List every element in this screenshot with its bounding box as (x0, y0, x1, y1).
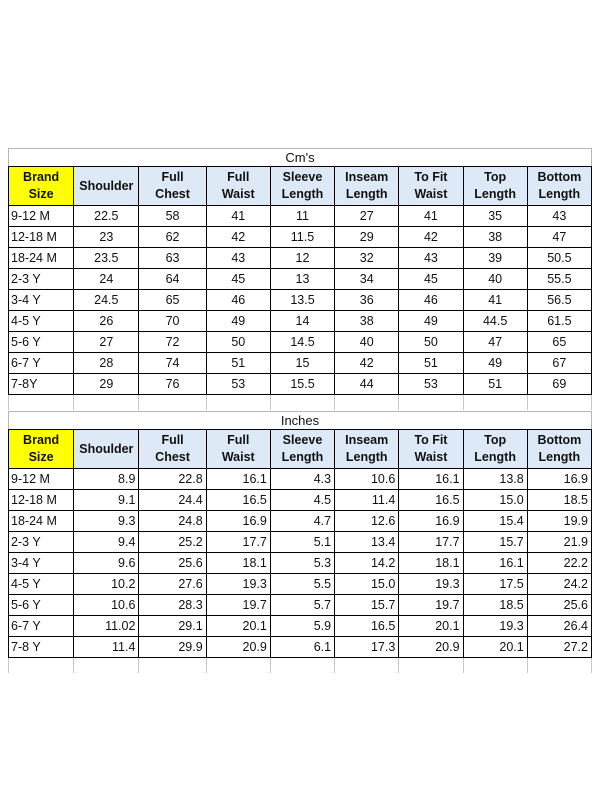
measurement-cell: 9.4 (74, 532, 139, 553)
measurement-cell: 42 (335, 353, 399, 374)
header-row (9, 430, 592, 469)
measurement-cell: 53 (206, 374, 270, 395)
size-cell: 5-6 Y (9, 332, 74, 353)
measurement-cell: 16.1 (463, 553, 527, 574)
header-text: Bottom (537, 433, 582, 447)
measurement-cell: 6.1 (270, 637, 334, 658)
measurement-cell: 51 (206, 353, 270, 374)
measurement-cell: 5.9 (270, 616, 334, 637)
measurement-cell: 46 (399, 290, 463, 311)
measurement-cell: 4.5 (270, 490, 334, 511)
measurement-cell: 49 (206, 311, 270, 332)
measurement-cell: 25.2 (139, 532, 206, 553)
table-row (9, 469, 592, 490)
measurement-cell: 16.9 (399, 511, 463, 532)
measurement-cell: 72 (139, 332, 206, 353)
measurement-cell: 20.1 (206, 616, 270, 637)
measurement-cell: 64 (139, 269, 206, 290)
measurement-cell: 17.3 (335, 637, 399, 658)
table-row (9, 574, 592, 595)
measurement-cell: 61.5 (527, 311, 591, 332)
measurement-cell: 41 (399, 206, 463, 227)
measurement-cell: 35 (463, 206, 527, 227)
size-cell: 4-5 Y (9, 311, 74, 332)
measurement-cell: 29.1 (139, 616, 206, 637)
measurement-cell: 50 (206, 332, 270, 353)
measurement-cell: 26.4 (527, 616, 591, 637)
measurement-cell: 58 (139, 206, 206, 227)
spacer-cell (463, 395, 527, 411)
measurement-cell: 16.5 (206, 490, 270, 511)
measurement-cell: 15.4 (463, 511, 527, 532)
header-text: Full (227, 433, 250, 447)
table-row (9, 553, 592, 574)
measurement-cell: 51 (463, 374, 527, 395)
table-row (9, 511, 592, 532)
spacer-cell (335, 395, 399, 411)
header-text: Size (28, 450, 54, 464)
spacer-cell (206, 395, 270, 411)
column-header (206, 167, 270, 206)
header-text: Waist (414, 450, 448, 464)
measurement-cell: 13.4 (335, 532, 399, 553)
spacer-cell (74, 395, 139, 411)
measurement-cell: 18.5 (463, 595, 527, 616)
header-text: Sleeve (282, 170, 323, 184)
measurement-cell: 5.3 (270, 553, 334, 574)
header-brand-size (9, 167, 74, 206)
spacer-cell (9, 658, 74, 674)
measurement-cell: 21.9 (527, 532, 591, 553)
measurement-cell: 11.02 (74, 616, 139, 637)
measurement-cell: 9.6 (74, 553, 139, 574)
column-header (463, 430, 527, 469)
size-cell: 9-12 M (9, 206, 74, 227)
header-text: Brand (23, 433, 60, 447)
column-header (335, 167, 399, 206)
size-cell: 6-7 Y (9, 353, 74, 374)
table-row (9, 637, 592, 658)
column-header (206, 430, 270, 469)
table-row (9, 311, 592, 332)
measurement-cell: 9.1 (74, 490, 139, 511)
spacer-cell (527, 658, 591, 674)
measurement-cell: 15.0 (335, 574, 399, 595)
header-text: Inseam (345, 433, 389, 447)
column-header (74, 430, 139, 469)
measurement-cell: 11.4 (74, 637, 139, 658)
measurement-cell: 15 (270, 353, 334, 374)
table-row (9, 290, 592, 311)
measurement-cell: 49 (399, 311, 463, 332)
header-text: Length (538, 450, 581, 464)
column-header (270, 167, 334, 206)
header-text: Full (161, 433, 184, 447)
measurement-cell: 24.8 (139, 511, 206, 532)
measurement-cell: 16.9 (527, 469, 591, 490)
measurement-cell: 55.5 (527, 269, 591, 290)
header-text: Length (538, 187, 581, 201)
table-row (9, 248, 592, 269)
size-table-inches (8, 429, 592, 673)
measurement-cell: 16.5 (399, 490, 463, 511)
measurement-cell: 20.1 (463, 637, 527, 658)
measurement-cell: 17.7 (399, 532, 463, 553)
column-header (139, 167, 206, 206)
header-row (9, 167, 592, 206)
measurement-cell: 76 (139, 374, 206, 395)
size-cell: 12-18 M (9, 227, 74, 248)
header-text: Length (345, 450, 388, 464)
measurement-cell: 20.1 (399, 616, 463, 637)
measurement-cell: 43 (399, 248, 463, 269)
header-text: Size (28, 187, 54, 201)
size-cell: 3-4 Y (9, 290, 74, 311)
measurement-cell: 43 (206, 248, 270, 269)
measurement-cell: 49 (463, 353, 527, 374)
header-text: Brand (23, 170, 60, 184)
spacer-cell (139, 658, 206, 674)
table-row (9, 616, 592, 637)
measurement-cell: 27 (74, 332, 139, 353)
measurement-cell: 5.7 (270, 595, 334, 616)
measurement-cell: 14 (270, 311, 334, 332)
measurement-cell: 74 (139, 353, 206, 374)
measurement-cell: 9.3 (74, 511, 139, 532)
header-text: Length (281, 450, 324, 464)
measurement-cell: 27.6 (139, 574, 206, 595)
measurement-cell: 24 (74, 269, 139, 290)
column-header (527, 430, 591, 469)
measurement-cell: 27.2 (527, 637, 591, 658)
table-row (9, 227, 592, 248)
header-text: Length (474, 187, 516, 201)
measurement-cell: 24.5 (74, 290, 139, 311)
table-row (9, 206, 592, 227)
size-cell: 2-3 Y (9, 532, 74, 553)
table-row (9, 353, 592, 374)
measurement-cell: 11.4 (335, 490, 399, 511)
measurement-cell: 10.6 (335, 469, 399, 490)
header-text: To Fit (414, 433, 448, 447)
measurement-cell: 51 (399, 353, 463, 374)
column-header (335, 430, 399, 469)
measurement-cell: 65 (139, 290, 206, 311)
measurement-cell: 16.9 (206, 511, 270, 532)
column-header (270, 430, 334, 469)
measurement-cell: 40 (335, 332, 399, 353)
header-text: Sleeve (282, 433, 323, 447)
measurement-cell: 36 (335, 290, 399, 311)
measurement-cell: 44 (335, 374, 399, 395)
measurement-cell: 20.9 (399, 637, 463, 658)
measurement-cell: 19.3 (463, 616, 527, 637)
size-cell: 2-3 Y (9, 269, 74, 290)
measurement-cell: 5.1 (270, 532, 334, 553)
size-cell: 18-24 M (9, 511, 74, 532)
measurement-cell: 29 (335, 227, 399, 248)
measurement-cell: 11 (270, 206, 334, 227)
size-chart-cm (8, 148, 592, 410)
column-header (139, 430, 206, 469)
measurement-cell: 41 (463, 290, 527, 311)
measurement-cell: 22.2 (527, 553, 591, 574)
measurement-cell: 12.6 (335, 511, 399, 532)
measurement-cell: 50.5 (527, 248, 591, 269)
measurement-cell: 20.9 (206, 637, 270, 658)
table-row (9, 374, 592, 395)
table-row (9, 490, 592, 511)
measurement-cell: 42 (399, 227, 463, 248)
measurement-cell: 28 (74, 353, 139, 374)
size-cell: 3-4 Y (9, 553, 74, 574)
size-cell: 7-8 Y (9, 637, 74, 658)
measurement-cell: 53 (399, 374, 463, 395)
measurement-cell: 39 (463, 248, 527, 269)
spacer-cell (527, 395, 591, 411)
header-text: Full (161, 170, 184, 184)
measurement-cell: 47 (527, 227, 591, 248)
measurement-cell: 25.6 (527, 595, 591, 616)
measurement-cell: 18.5 (527, 490, 591, 511)
measurement-cell: 45 (399, 269, 463, 290)
measurement-cell: 22.8 (139, 469, 206, 490)
spacer-row (9, 395, 592, 411)
header-text: Full (227, 170, 250, 184)
measurement-cell: 24.4 (139, 490, 206, 511)
measurement-cell: 15.5 (270, 374, 334, 395)
measurement-cell: 50 (399, 332, 463, 353)
measurement-cell: 25.6 (139, 553, 206, 574)
measurement-cell: 29 (74, 374, 139, 395)
measurement-cell: 18.1 (206, 553, 270, 574)
measurement-cell: 63 (139, 248, 206, 269)
measurement-cell: 4.7 (270, 511, 334, 532)
header-brand-size (9, 430, 74, 469)
measurement-cell: 19.7 (206, 595, 270, 616)
column-header (74, 167, 139, 206)
header-text: Chest (155, 187, 190, 201)
measurement-cell: 16.1 (206, 469, 270, 490)
measurement-cell: 5.5 (270, 574, 334, 595)
size-cell: 18-24 M (9, 248, 74, 269)
measurement-cell: 47 (463, 332, 527, 353)
measurement-cell: 22.5 (74, 206, 139, 227)
measurement-cell: 14.2 (335, 553, 399, 574)
measurement-cell: 19.3 (399, 574, 463, 595)
header-text: To Fit (414, 170, 448, 184)
spacer-cell (270, 658, 334, 674)
measurement-cell: 23 (74, 227, 139, 248)
measurement-cell: 16.5 (335, 616, 399, 637)
unit-title-inches: Inches (8, 411, 592, 429)
measurement-cell: 32 (335, 248, 399, 269)
table-row (9, 532, 592, 553)
measurement-cell: 13.8 (463, 469, 527, 490)
measurement-cell: 29.9 (139, 637, 206, 658)
measurement-cell: 4.3 (270, 469, 334, 490)
measurement-cell: 23.5 (74, 248, 139, 269)
table-row (9, 332, 592, 353)
spacer-cell (139, 395, 206, 411)
column-header (399, 430, 463, 469)
spacer-cell (74, 658, 139, 674)
measurement-cell: 69 (527, 374, 591, 395)
spacer-row (9, 658, 592, 674)
measurement-cell: 46 (206, 290, 270, 311)
spacer-cell (270, 395, 334, 411)
header-text: Top (484, 433, 507, 447)
header-text: Inseam (345, 170, 389, 184)
spacer-cell (9, 395, 74, 411)
spacer-cell (399, 395, 463, 411)
measurement-cell: 14.5 (270, 332, 334, 353)
measurement-cell: 15.7 (335, 595, 399, 616)
measurement-cell: 11.5 (270, 227, 334, 248)
header-text: Chest (155, 450, 190, 464)
measurement-cell: 26 (74, 311, 139, 332)
size-cell: 9-12 M (9, 469, 74, 490)
measurement-cell: 45 (206, 269, 270, 290)
table-row (9, 269, 592, 290)
size-chart-inches (8, 411, 592, 673)
measurement-cell: 34 (335, 269, 399, 290)
measurement-cell: 38 (463, 227, 527, 248)
spacer-cell (206, 658, 270, 674)
measurement-cell: 62 (139, 227, 206, 248)
measurement-cell: 28.3 (139, 595, 206, 616)
measurement-cell: 16.1 (399, 469, 463, 490)
measurement-cell: 38 (335, 311, 399, 332)
measurement-cell: 41 (206, 206, 270, 227)
measurement-cell: 10.2 (74, 574, 139, 595)
spacer-cell (463, 658, 527, 674)
measurement-cell: 67 (527, 353, 591, 374)
measurement-cell: 17.7 (206, 532, 270, 553)
spacer-cell (399, 658, 463, 674)
column-header (399, 167, 463, 206)
size-cell: 5-6 Y (9, 595, 74, 616)
measurement-cell: 10.6 (74, 595, 139, 616)
measurement-cell: 43 (527, 206, 591, 227)
header-text: Shoulder (79, 178, 134, 193)
measurement-cell: 15.7 (463, 532, 527, 553)
measurement-cell: 27 (335, 206, 399, 227)
header-text: Shoulder (79, 441, 134, 456)
header-text: Waist (221, 187, 255, 201)
size-cell: 12-18 M (9, 490, 74, 511)
measurement-cell: 44.5 (463, 311, 527, 332)
measurement-cell: 19.7 (399, 595, 463, 616)
header-text: Length (281, 187, 324, 201)
measurement-cell: 12 (270, 248, 334, 269)
measurement-cell: 56.5 (527, 290, 591, 311)
measurement-cell: 70 (139, 311, 206, 332)
header-text: Bottom (537, 170, 582, 184)
column-header (527, 167, 591, 206)
measurement-cell: 19.9 (527, 511, 591, 532)
measurement-cell: 18.1 (399, 553, 463, 574)
column-header (463, 167, 527, 206)
measurement-cell: 19.3 (206, 574, 270, 595)
measurement-cell: 13.5 (270, 290, 334, 311)
measurement-cell: 40 (463, 269, 527, 290)
header-text: Length (474, 450, 516, 464)
measurement-cell: 42 (206, 227, 270, 248)
measurement-cell: 24.2 (527, 574, 591, 595)
measurement-cell: 13 (270, 269, 334, 290)
unit-title-cm: Cm's (8, 148, 592, 166)
size-cell: 7-8Y (9, 374, 74, 395)
table-row (9, 595, 592, 616)
size-cell: 6-7 Y (9, 616, 74, 637)
measurement-cell: 15.0 (463, 490, 527, 511)
header-text: Waist (414, 187, 448, 201)
header-text: Waist (221, 450, 255, 464)
measurement-cell: 8.9 (74, 469, 139, 490)
measurement-cell: 17.5 (463, 574, 527, 595)
size-table-cm (8, 166, 592, 410)
header-text: Length (345, 187, 388, 201)
measurement-cell: 65 (527, 332, 591, 353)
spacer-cell (335, 658, 399, 674)
size-cell: 4-5 Y (9, 574, 74, 595)
header-text: Top (484, 170, 507, 184)
